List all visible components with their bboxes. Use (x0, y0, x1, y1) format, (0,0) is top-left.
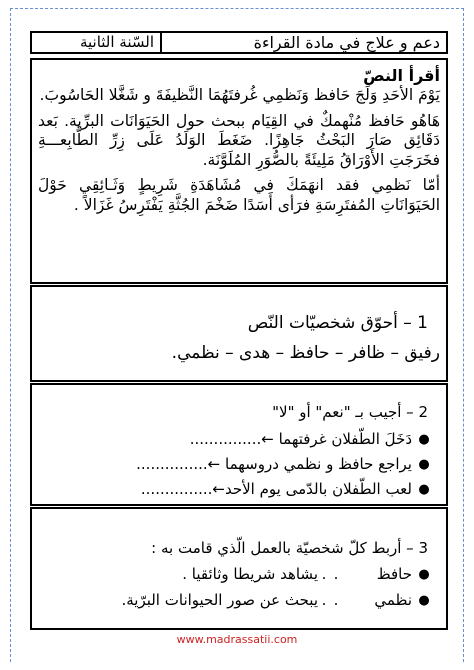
question-1-title: 1 – أحوّق شخصيّات النّص (247, 313, 428, 333)
statement-text: دَخَلَ الطّفلان غرفتهما ←............... (189, 430, 412, 448)
list-item[interactable] (136, 477, 432, 502)
reading-heading: أقرأ النصّ (363, 66, 440, 85)
website-link[interactable]: www.madrassatii.com (176, 633, 298, 646)
worksheet-title: دعم و علاج في مادة القراءة (253, 33, 440, 52)
question-3-title: 3 – أربط كلّ شخصيّة بالعمل الّذي قامت به : (151, 539, 428, 557)
match-row[interactable] (182, 565, 432, 583)
list-item[interactable] (136, 427, 432, 452)
question-3-section (30, 507, 448, 630)
character-name: حافظ (376, 565, 412, 583)
match-dot[interactable]: . (321, 591, 327, 609)
statement-text: يراجع حافظ و نظمي دروسهما ←............... (136, 455, 412, 473)
action-text: يبحث عن صور الحيوانات البرّية. (121, 591, 318, 609)
question-2-section (30, 383, 448, 506)
grade-label: السّنة الثانية (32, 33, 162, 52)
match-dot[interactable]: . (333, 565, 339, 583)
bullet-icon: ● (418, 482, 430, 497)
bullet-icon: ● (418, 592, 430, 608)
statement-text: لعب الطّفلان بالدّمى يوم الأحد←............... (140, 480, 412, 498)
bullet-icon: ● (418, 566, 430, 582)
reading-section (30, 58, 448, 284)
reading-paragraph-3: أمّا نَظمِي فقد انهَمَكَ في مُشَاهَدَةِ شَرِيطٍ وَثَـائِقِي حَوْلَ الحَيَوَانَاتِ المُفتَرِسَةِ فرَأى أَسَدًا ضَخْمَ الجُثَّةِ يَفْتَرِسُ غَزَالاً . (38, 176, 440, 214)
bullet-icon: ● (418, 432, 430, 447)
character-names-list[interactable]: رفيق – ظافر – حافظ – هدى – نظمي. (171, 343, 440, 363)
reading-paragraph-1: يَوْمَ الأحَدِ وَلَجَ حَافظ وَنَظمِي غُرفتَهُمَا النَّظيفَةَ و شَغَّلا الحَاسُوبَ. (39, 86, 440, 104)
character-name: نظمي (374, 591, 412, 609)
match-dot[interactable]: . (333, 591, 339, 609)
reading-paragraph-2: هَاهُو حَافظ مُنْهمكٌ في القِيَام ببحث حول الحَيَوَانَات البرِّية. بَعد دَقَائِق صَارَ البَحْثُ جَاهِزًا. ضَغَطَ الوَلَدُ عَلَى زِرِّ الطَّابِعـــةِ فخَرَجَتِ الأَوْرَاقُ مَلِيئَةً بالصُّوَرِ المُلَوَّنَة. (38, 111, 440, 169)
question-2-list (136, 427, 432, 502)
question-1-section (30, 285, 448, 382)
action-text: يشاهد شريطا وثائقيا . (182, 565, 318, 583)
worksheet-header (30, 31, 448, 54)
match-dot[interactable]: . (321, 565, 327, 583)
list-item[interactable] (136, 452, 432, 477)
bullet-icon: ● (418, 457, 430, 472)
match-row[interactable] (121, 591, 432, 609)
question-2-title: 2 – أجيب بـ "نعم" أو "لا" (272, 403, 428, 421)
